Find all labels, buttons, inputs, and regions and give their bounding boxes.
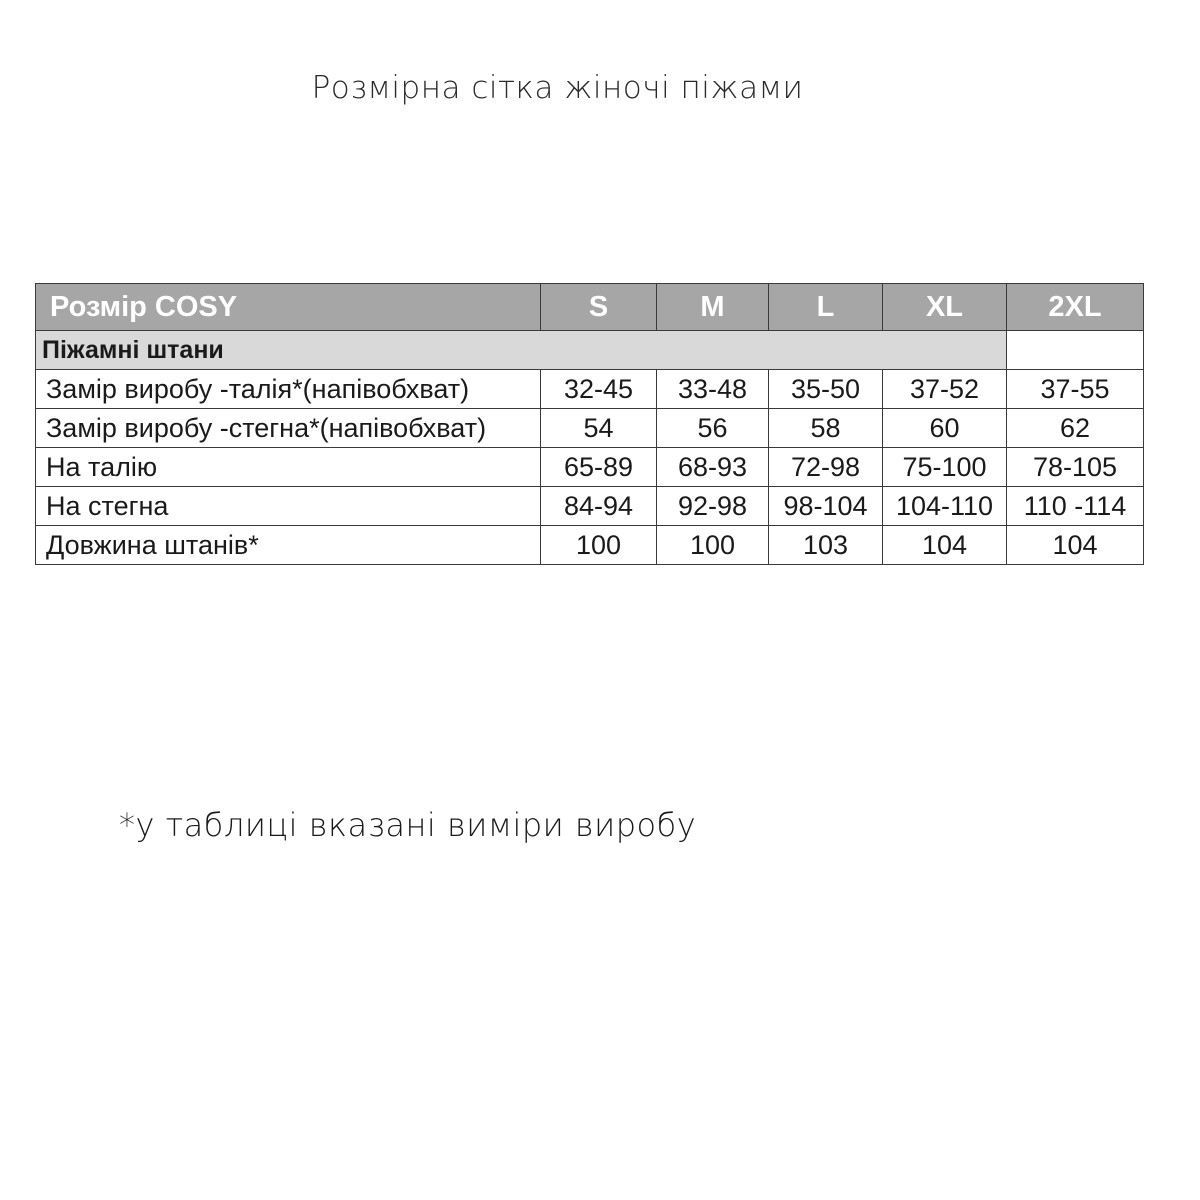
- section-title: Піжамні штани: [36, 331, 1007, 370]
- row-label: Замір виробу -талія*(напівобхват): [36, 370, 541, 409]
- table-cell: 65-89: [541, 448, 657, 487]
- table-cell: 104: [1007, 526, 1144, 565]
- section-blank-cell: [1007, 331, 1144, 370]
- table-cell: 37-52: [883, 370, 1007, 409]
- section-row: [36, 331, 1144, 370]
- table-row: [36, 526, 1144, 565]
- table-cell: 60: [883, 409, 1007, 448]
- table-cell: 98-104: [769, 487, 883, 526]
- table-cell: 78-105: [1007, 448, 1144, 487]
- table-cell: 35-50: [769, 370, 883, 409]
- footnote: *у таблиці вказані виміри виробу: [119, 806, 697, 844]
- table-cell: 103: [769, 526, 883, 565]
- table-row: [36, 487, 1144, 526]
- table-row: [36, 409, 1144, 448]
- table-cell: 58: [769, 409, 883, 448]
- table-cell: 110 -114: [1007, 487, 1144, 526]
- table-cell: 100: [541, 526, 657, 565]
- table-header-row: [36, 284, 1144, 331]
- header-size-label: Розмір COSY: [36, 284, 541, 331]
- row-label: Замір виробу -стегна*(напівобхват): [36, 409, 541, 448]
- table-cell: 100: [657, 526, 769, 565]
- table-cell: 33-48: [657, 370, 769, 409]
- row-label: Довжина штанів*: [36, 526, 541, 565]
- size-table: [35, 283, 1144, 565]
- table-cell: 84-94: [541, 487, 657, 526]
- table-cell: 75-100: [883, 448, 1007, 487]
- table-cell: 68-93: [657, 448, 769, 487]
- table-cell: 92-98: [657, 487, 769, 526]
- header-size-l: L: [769, 284, 883, 331]
- table-cell: 72-98: [769, 448, 883, 487]
- table-row: [36, 370, 1144, 409]
- header-size-2xl: 2XL: [1007, 284, 1144, 331]
- page-title: Розмірна сітка жіночі піжами: [311, 70, 804, 106]
- table-cell: 62: [1007, 409, 1144, 448]
- row-label: На стегна: [36, 487, 541, 526]
- table-cell: 56: [657, 409, 769, 448]
- table-cell: 104-110: [883, 487, 1007, 526]
- table-cell: 32-45: [541, 370, 657, 409]
- header-size-s: S: [541, 284, 657, 331]
- row-label: На талію: [36, 448, 541, 487]
- table-cell: 37-55: [1007, 370, 1144, 409]
- header-size-m: M: [657, 284, 769, 331]
- table-row: [36, 448, 1144, 487]
- table-cell: 54: [541, 409, 657, 448]
- header-size-xl: XL: [883, 284, 1007, 331]
- table-cell: 104: [883, 526, 1007, 565]
